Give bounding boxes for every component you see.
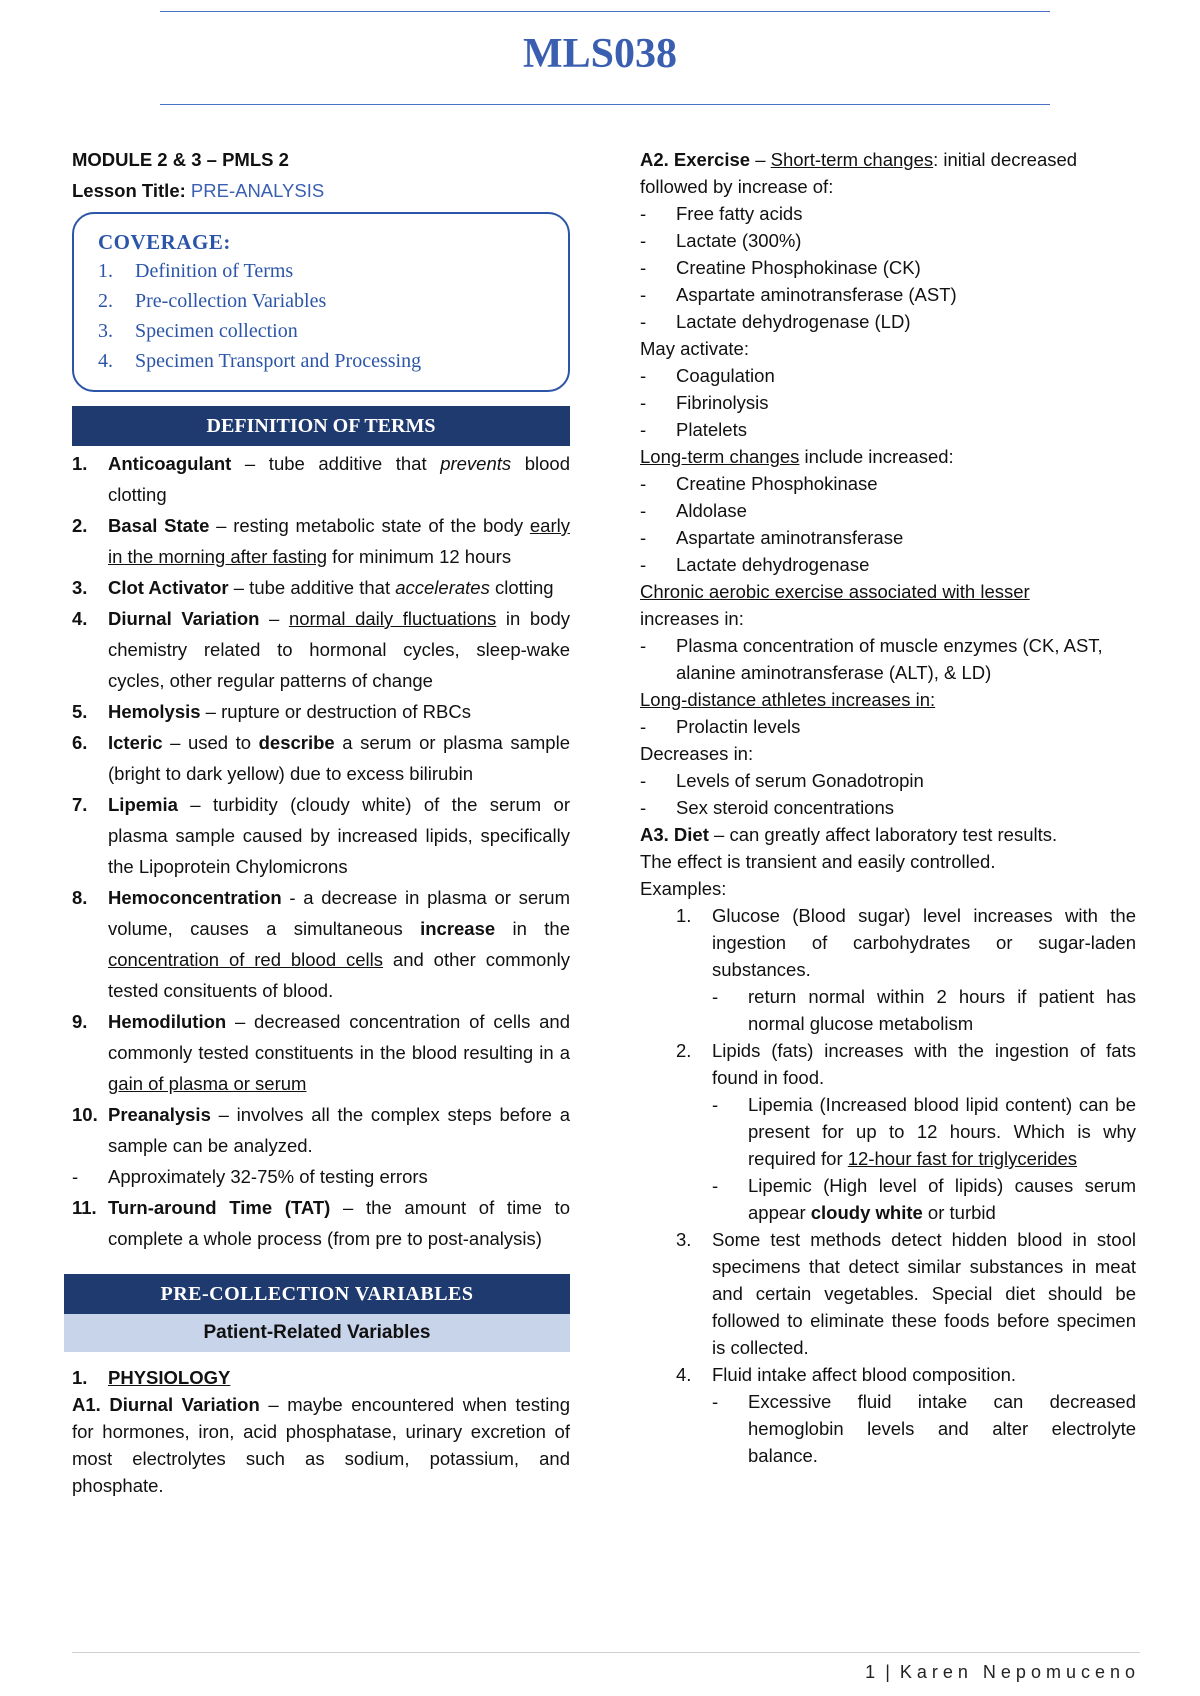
- item-num: 5.: [72, 701, 88, 722]
- example-text: Glucose (Blood sugar) level increases with the ingestion of carbohydrates or sugar-laden substances.: [712, 905, 1136, 980]
- definition-note: [72, 1161, 570, 1192]
- example-sub: - Excessive fluid intake can decreased hemoglobin levels and alter electrolyte balance.: [640, 1388, 1136, 1469]
- item-num: 4.: [72, 608, 88, 629]
- term: Hemoconcentration: [108, 887, 282, 908]
- definition-item: [72, 882, 570, 1006]
- coverage-num: 2.: [98, 290, 113, 312]
- dash: -: [72, 1166, 79, 1187]
- sub-underline: 12-hour fast for triglycerides: [847, 1148, 1078, 1169]
- list-text: Lactate dehydrogenase (LD): [676, 311, 911, 332]
- item-num: 10.: [72, 1104, 98, 1125]
- term: Diurnal Variation: [108, 608, 260, 629]
- def-em: accelerates: [395, 577, 490, 598]
- term: Turn-around Time (TAT): [108, 1197, 331, 1218]
- a3-text: – can greatly affect laboratory test results.: [708, 824, 1058, 845]
- def-text: blood clotting: [108, 453, 571, 505]
- coverage-item: [98, 346, 548, 376]
- sub-strong: cloudy white: [810, 1202, 923, 1223]
- list-item: - Aspartate aminotransferase (AST): [640, 281, 1136, 308]
- a3-label: A3. Diet: [640, 824, 709, 845]
- physiology-heading: [72, 1364, 570, 1391]
- def-text: –: [259, 608, 289, 629]
- a2-exercise: [640, 146, 1136, 200]
- example-item: [640, 1226, 1136, 1361]
- lesson-title-line: [72, 175, 570, 206]
- list-text: Coagulation: [676, 365, 775, 386]
- def-text: a serum or plasma sample (bright to dark yellow) due to excess bilirubin: [108, 732, 570, 784]
- definition-item: [72, 1006, 570, 1099]
- def-text: – rupture or destruction of RBCs: [200, 701, 471, 722]
- list-text: Fibrinolysis: [676, 392, 769, 413]
- definition-item: [72, 1099, 570, 1161]
- definition-item: [72, 448, 570, 510]
- long-term-label: Long-term changes: [640, 446, 800, 467]
- item-num: 4.: [676, 1364, 692, 1385]
- def-underline: normal daily fluctuations: [288, 608, 497, 629]
- item-num: 11.: [72, 1197, 97, 1218]
- item-num: 9.: [72, 1011, 88, 1032]
- def-text: – tube additive that: [231, 453, 441, 474]
- distance-label: Long-distance athletes increases in:: [640, 689, 936, 710]
- list-item: - Lactate (300%): [640, 227, 1136, 254]
- def-text: clotting: [489, 577, 554, 598]
- list-text: Lactate (300%): [676, 230, 802, 251]
- definitions-heading: DEFINITION OF TERMS: [72, 406, 570, 446]
- item-num: 3.: [72, 577, 88, 598]
- header-rule-top: [160, 11, 1050, 12]
- footer-author: Karen Nepomuceno: [899, 1662, 1140, 1682]
- coverage-item: [98, 316, 548, 346]
- may-activate-label: May activate:: [640, 338, 749, 359]
- decreases-label: Decreases in:: [640, 743, 754, 764]
- list-text: Creatine Phosphokinase (CK): [676, 257, 921, 278]
- item-num: 1.: [72, 1367, 88, 1388]
- term: Icteric: [108, 732, 163, 753]
- list-text: Creatine Phosphokinase: [676, 473, 878, 494]
- def-text: – involves all the complex steps before a sample can be analyzed.: [108, 1104, 570, 1156]
- list-item: - Creatine Phosphokinase (CK): [640, 254, 1136, 281]
- list-text: Sex steroid concentrations: [676, 797, 895, 818]
- definition-item: [72, 696, 570, 727]
- definition-item: [72, 789, 570, 882]
- def-text: – resting metabolic state of the body: [209, 515, 530, 536]
- coverage-num: 1.: [98, 260, 113, 282]
- a2-label: A2. Exercise: [640, 149, 751, 170]
- right-column: [640, 146, 1136, 1469]
- def-text: – used to: [162, 732, 259, 753]
- def-underline: concentration of red blood cells: [108, 949, 384, 970]
- list-item: - Aspartate aminotransferase: [640, 524, 1136, 551]
- header-rule-bottom: [160, 104, 1050, 105]
- a2-intro: : initial decreased followed by increase of:: [640, 149, 1078, 197]
- sub-text: Lipemic (High level of lipids) causes serum appear: [748, 1175, 1136, 1223]
- sub-text: return normal within 2 hours if patient has normal glucose metabolism: [748, 986, 1136, 1034]
- a1-label: A1. Diurnal Variation: [72, 1394, 260, 1415]
- list-item: - Free fatty acids: [640, 200, 1136, 227]
- list-item: - Prolactin levels: [640, 713, 1136, 740]
- example-text: Fluid intake affect blood composition.: [712, 1364, 1017, 1385]
- coverage-box: [72, 212, 570, 392]
- list-item: - Lactate dehydrogenase (LD): [640, 308, 1136, 335]
- item-num: 1.: [676, 905, 692, 926]
- left-column: [72, 144, 570, 1499]
- item-num: 2.: [72, 515, 88, 536]
- list-text: Platelets: [676, 419, 747, 440]
- def-text: - a decrease in plasma or serum volume, causes a simultaneous: [108, 887, 570, 939]
- term: Clot Activator: [108, 577, 229, 598]
- footer-separator: |: [885, 1662, 890, 1682]
- list-item: - Levels of serum Gonadotropin: [640, 767, 1136, 794]
- def-text: for minimum 12 hours: [327, 546, 512, 567]
- example-item: [640, 1037, 1136, 1091]
- document-title: MLS038: [522, 31, 677, 77]
- list-text: Free fatty acids: [676, 203, 803, 224]
- def-underline: gain of plasma or serum: [108, 1073, 307, 1094]
- coverage-text: Pre-collection Variables: [135, 290, 327, 312]
- long-term-line: [640, 443, 1136, 470]
- sub-text: Excessive fluid intake can decreased hemoglobin levels and alter electrolyte balance.: [748, 1391, 1136, 1466]
- chronic-label: Chronic aerobic exercise associated with lesser: [640, 581, 1030, 602]
- footer-rule: [72, 1652, 1140, 1653]
- def-underline: early in the morning after fasting: [108, 515, 570, 567]
- list-text: Aldolase: [676, 500, 747, 521]
- list-item: - Lactate dehydrogenase: [640, 551, 1136, 578]
- def-text: in body chemistry related to hormonal cycles, sleep-wake cycles, other regular patterns of change: [108, 608, 570, 691]
- list-text: Levels of serum Gonadotropin: [676, 770, 924, 791]
- sub-text: Lipemia (Increased blood lipid content) can be present for up to 12 hours. Which is why required for: [748, 1094, 1136, 1169]
- def-text: – turbidity (cloudy white) of the serum or plasma sample caused by increased lipids, specifically the Lipoprotein Chylomicrons: [108, 794, 570, 877]
- page-number: 1: [865, 1662, 876, 1682]
- diet-effect: The effect is transient and easily controlled.: [640, 851, 996, 872]
- list-item: - Plasma concentration of muscle enzymes (CK, AST, alanine aminotransferase (ALT), & LD): [640, 632, 1136, 686]
- def-em: prevents: [440, 453, 512, 474]
- example-sub: - Lipemia (Increased blood lipid content) can be present for up to 12 hours. Which is why required for 12-hour fast for triglycerides: [712, 1094, 1136, 1169]
- lesson-label: Lesson Title:: [72, 180, 186, 201]
- coverage-text: Specimen Transport and Processing: [135, 350, 422, 372]
- example-text: Some test methods detect hidden blood in stool specimens that detect similar substances in meat and certain vegetables. Special diet should be followed to eliminate these foods before specimen is collected.: [712, 1229, 1136, 1358]
- list-item: - Sex steroid concentrations: [640, 794, 1136, 821]
- definition-item: [72, 727, 570, 789]
- item-num: 8.: [72, 887, 88, 908]
- definitions-list: [72, 448, 570, 1254]
- a3-diet: [640, 821, 1136, 848]
- item-num: 6.: [72, 732, 88, 753]
- def-text: – the amount of time to complete a whole process (from pre to post-analysis): [108, 1197, 570, 1249]
- def-strong: increase: [420, 918, 496, 939]
- chronic-label-2: increases in:: [640, 608, 744, 629]
- definition-item: [72, 1192, 570, 1254]
- example-sub: - Lipemic (High level of lipids) causes serum appear cloudy white or turbid: [712, 1175, 1136, 1223]
- item-num: 2.: [676, 1040, 692, 1061]
- example-item: [640, 1361, 1136, 1388]
- example-sub: - return normal within 2 hours if patient has normal glucose metabolism: [640, 983, 1136, 1037]
- term: Hemodilution: [108, 1011, 227, 1032]
- item-num: 3.: [676, 1229, 692, 1250]
- long-term-intro: include increased:: [799, 446, 954, 467]
- examples-label: Examples:: [640, 878, 727, 899]
- list-item: - Coagulation: [640, 362, 1136, 389]
- coverage-num: 3.: [98, 320, 113, 342]
- item-num: 1.: [72, 453, 88, 474]
- lesson-title: PRE-ANALYSIS: [190, 180, 325, 201]
- list-text: Lactate dehydrogenase: [676, 554, 870, 575]
- term: Anticoagulant: [108, 453, 232, 474]
- item-num: 7.: [72, 794, 88, 815]
- def-text: and other commonly tested consituents of blood.: [108, 949, 570, 1001]
- example-item: [640, 902, 1136, 983]
- term: Basal State: [108, 515, 210, 536]
- list-text: Prolactin levels: [676, 716, 801, 737]
- list-item: - Aldolase: [640, 497, 1136, 524]
- coverage-item: [98, 256, 548, 286]
- list-text: Plasma concentration of muscle enzymes (CK, AST, alanine aminotransferase (ALT), & LD): [676, 635, 1103, 683]
- precollection-header: [64, 1274, 570, 1352]
- list-text: Aspartate aminotransferase: [676, 527, 904, 548]
- module-line: MODULE 2 & 3 – PMLS 2: [72, 149, 289, 170]
- page-footer: [865, 1662, 1140, 1683]
- coverage-num: 4.: [98, 350, 113, 372]
- def-strong: describe: [258, 732, 335, 753]
- term: Lipemia: [108, 794, 178, 815]
- patient-variables-heading: Patient-Related Variables: [64, 1314, 570, 1352]
- a1-text: – maybe encountered when testing for hormones, iron, acid phosphatase, urinary excretion of most electrolytes such as sodium, potassium, and phosphate.: [72, 1394, 570, 1496]
- coverage-text: Definition of Terms: [135, 260, 294, 282]
- definition-item: [72, 603, 570, 696]
- sub-text: or turbid: [922, 1202, 996, 1223]
- list-item: - Platelets: [640, 416, 1136, 443]
- coverage-text: Specimen collection: [135, 320, 298, 342]
- precollection-heading: PRE-COLLECTION VARIABLES: [64, 1274, 570, 1314]
- a1-diurnal: [72, 1391, 570, 1499]
- definition-item: [72, 510, 570, 572]
- def-text: in the: [495, 918, 571, 939]
- note-text: Approximately 32-75% of testing errors: [108, 1166, 428, 1187]
- a2-dash: –: [750, 149, 771, 170]
- physiology-label: PHYSIOLOGY: [108, 1367, 231, 1388]
- short-term-label: Short-term changes: [770, 149, 934, 170]
- term: Hemolysis: [108, 701, 201, 722]
- coverage-item: [98, 286, 548, 316]
- term: Preanalysis: [108, 1104, 211, 1125]
- physiology-section: [72, 1364, 570, 1499]
- def-text: – decreased concentration of cells and commonly tested constituents in the blood resulting in a: [108, 1011, 570, 1063]
- list-item: - Fibrinolysis: [640, 389, 1136, 416]
- def-text: – tube additive that: [228, 577, 396, 598]
- definition-item: [72, 572, 570, 603]
- list-item: - Creatine Phosphokinase: [640, 470, 1136, 497]
- list-text: Aspartate aminotransferase (AST): [676, 284, 957, 305]
- example-text: Lipids (fats) increases with the ingestion of fats found in food.: [712, 1040, 1136, 1088]
- coverage-heading: COVERAGE:: [98, 230, 231, 254]
